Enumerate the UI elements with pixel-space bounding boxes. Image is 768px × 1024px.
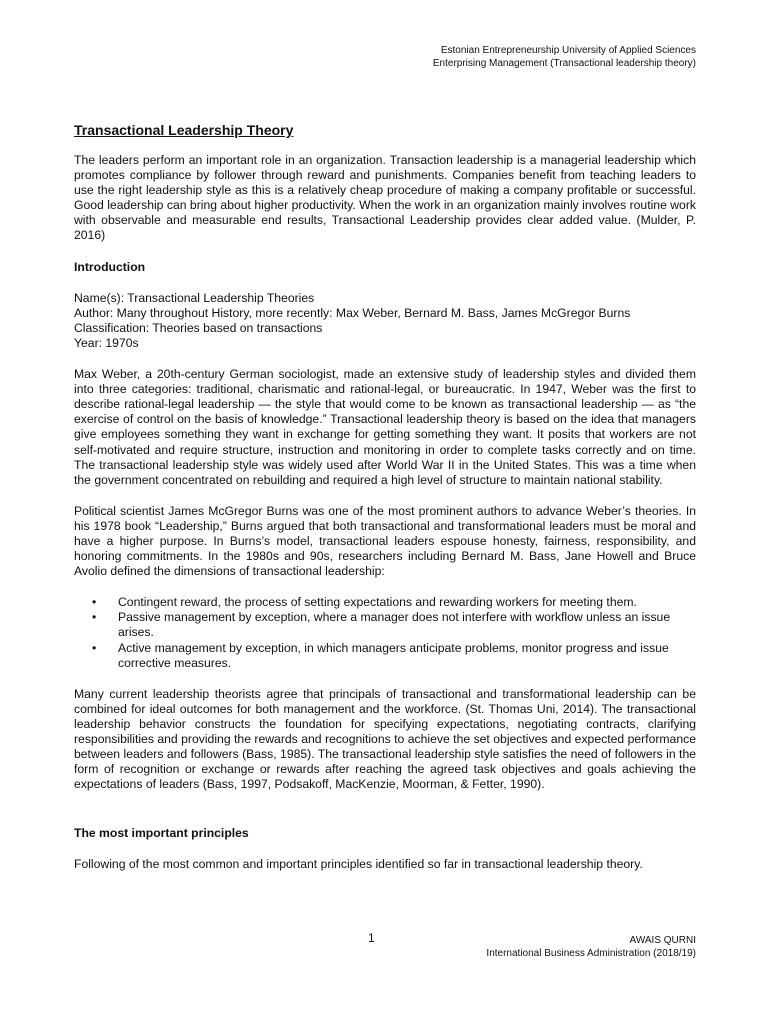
list-item <box>92 595 696 610</box>
dimensions-list <box>74 595 696 670</box>
theory-year: Year: 1970s <box>74 335 139 350</box>
header-institution: Estonian Entrepreneurship University of Applied Sciences <box>440 45 696 56</box>
list-item-text: Contingent reward, the process of setting expectations and rewarding workers for meeting them. <box>118 595 637 610</box>
spacer <box>74 808 696 826</box>
page-footer <box>486 934 696 960</box>
theorists-paragraph: Many current leadership theorists agree that principals of transactional and transformational leadership can be combined for ideal outcomes for both management and the workforce. (St. Thomas Uni, 2014). The transactional leadership behavior constructs the foundation for specifying expectations, negotiating contracts, clarifying responsibilities and providing the rewards and recognitions to achieve the set objectives and expected performance between leaders and followers (Bass, 1985). The transactional leadership style satisfies the need of followers in the form of recognition or exchange or rewards after reaching the agreed task objectives and goals achieving the expectations of leaders (Bass, 1997, Podsakoff, MacKenzie, Moorman, & Fetter, 1990). <box>74 686 696 792</box>
weber-paragraph: Max Weber, a 20th-century German sociologist, made an extensive study of leadership styles and divided them into three categories: traditional, charismatic and rational-legal, or bureaucratic. In 1947, Weber was the first to describe rational-legal leadership — the style that would come to be known as transactional leadership — as “the exercise of control on the basis of knowledge.” Transactional leadership theory is based on the idea that managers give employees something they want in exchange for getting something they want. It posits that workers are not self-motivated and require structure, instruction and monitoring in order to complete tasks correctly and on time. The transactional leadership style was widely used after World War II in the United States. This was a time when the government concentrated on rebuilding and required a high level of structure to maintain national stability. <box>74 367 696 487</box>
introduction-heading: Introduction <box>74 259 146 274</box>
list-item-text: Passive management by exception, where a manager does not interfere with workflow unless an issue arises. <box>118 610 671 640</box>
list-item-text: Active management by exception, in which managers anticipate problems, monitor progress and issue corrective measures. <box>118 640 669 670</box>
theory-classification: Classification: Theories based on transactions <box>74 320 323 335</box>
document-title: Transactional Leadership Theory <box>74 122 294 138</box>
bullet-icon: • <box>92 610 97 625</box>
principles-heading: The most important principles <box>74 826 249 841</box>
list-item <box>92 641 696 671</box>
page-number: 1 <box>368 931 375 945</box>
bullet-icon: • <box>92 595 97 610</box>
page-header <box>433 44 696 70</box>
theory-author: Author: Many throughout History, more recently: Max Weber, Bernard M. Bass, James McGregor Burns <box>74 305 631 320</box>
principles-paragraph: Following of the most common and important principles identified so far in transactional leadership theory. <box>74 857 643 872</box>
intro-paragraph: The leaders perform an important role in an organization. Transaction leadership is a managerial leadership which promotes compliance by follower through reward and punishments. Companies benefit from teaching leaders to use the right leadership style as this is a relatively cheap procedure of making a company profitable or successful. Good leadership can bring about higher productivity. When the work in an organization mainly involves routine work with observable and measurable end results, Transactional Leadership provides clear added value. (Mulder, P. 2016) <box>74 153 696 243</box>
list-item <box>92 610 696 640</box>
header-course: Enterprising Management (Transactional leadership theory) <box>432 58 696 69</box>
bullet-icon: • <box>92 640 97 655</box>
footer-author: AWAIS QURNI <box>629 935 696 946</box>
introduction-details <box>74 291 696 351</box>
burns-paragraph: Political scientist James McGregor Burns was one of the most prominent authors to advance Weber’s theories. In his 1978 book “Leadership,” Burns argued that both transactional and transformational leaders must be moral and have a higher purpose. In Burns’s model, transactional leaders espouse honesty, fairness, responsibility, and honoring commitments. In the 1980s and 90s, researchers including Bernard M. Bass, Jane Howell and Bruce Avolio defined the dimensions of transactional leadership: <box>74 503 696 579</box>
footer-program: International Business Administration (2018/19) <box>486 948 696 959</box>
theory-names: Name(s): Transactional Leadership Theories <box>74 290 315 305</box>
document-body <box>74 122 696 889</box>
